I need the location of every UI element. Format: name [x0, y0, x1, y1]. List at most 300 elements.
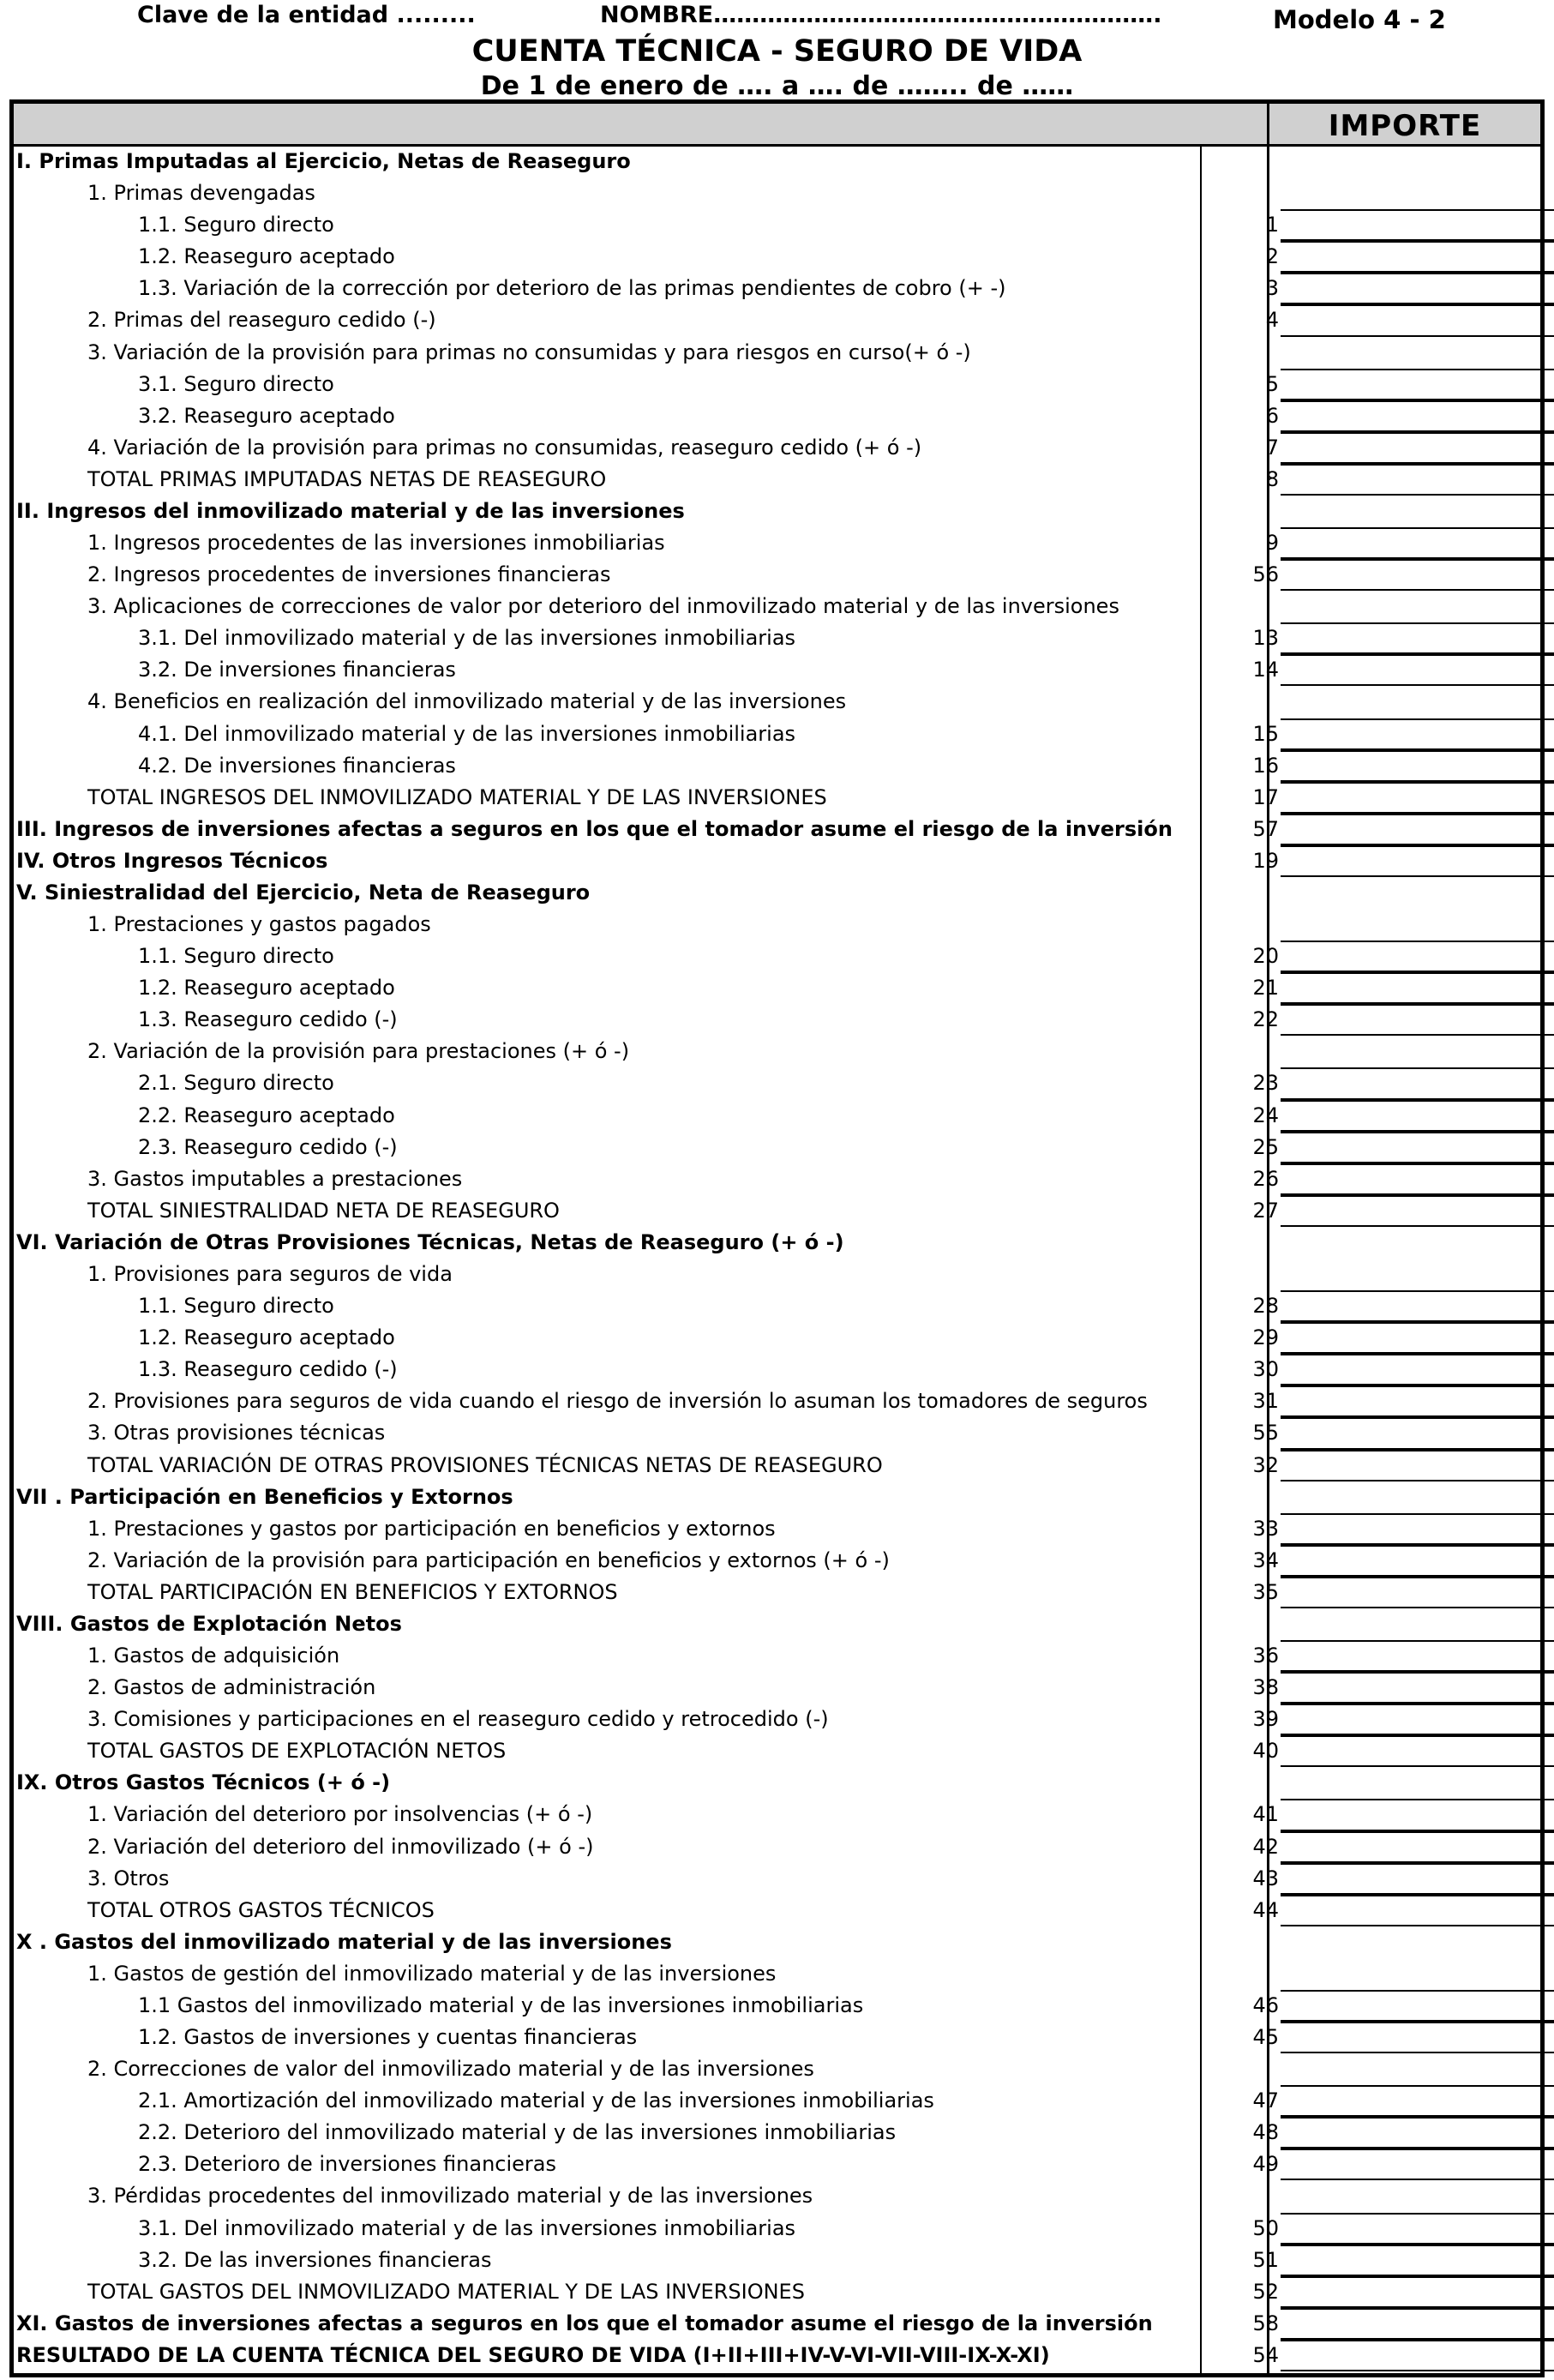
row-code-value: 4: [1265, 308, 1279, 333]
row-code-value: 51: [1252, 2247, 1279, 2272]
row-label: 3. Pérdidas procedentes del inmovilizado material y de las inversiones: [87, 2184, 813, 2209]
table-row: [14, 1385, 1540, 1417]
total-row: [14, 782, 1540, 814]
row-label: I. Primas Imputadas al Ejercicio, Netas de Reaseguro: [16, 149, 631, 173]
importe-input-cell[interactable]: [1281, 814, 1554, 845]
table-row: [14, 2053, 1540, 2085]
row-label: 3.1. Del inmovilizado material y de las inversiones inmobiliarias: [138, 626, 796, 651]
row-code: [1200, 1354, 1279, 1385]
row-label: 3. Otras provisiones técnicas: [87, 1421, 386, 1445]
row-code-value: 24: [1252, 1103, 1279, 1127]
table-row: [14, 273, 1540, 304]
total-row: [14, 1195, 1540, 1227]
model-number: Modelo 4 - 2: [1273, 5, 1446, 34]
row-code: [1200, 2340, 1279, 2371]
row-code: [1200, 400, 1279, 432]
row-code-value: 16: [1252, 753, 1279, 778]
section-row: [14, 1926, 1540, 1958]
row-label: 2.1. Amortización del inmovilizado material y de las inversiones inmobiliarias: [138, 2089, 934, 2113]
row-code-value: 45: [1252, 2025, 1279, 2050]
row-label: TOTAL PARTICIPACIÓN EN BENEFICIOS Y EXTORNOS: [87, 1579, 618, 1604]
table-row: [14, 209, 1540, 241]
table-row: [14, 2117, 1540, 2149]
section-row: [14, 1481, 1540, 1513]
row-code: [1200, 1067, 1279, 1099]
row-code: [1200, 1640, 1279, 1672]
table-row: [14, 1640, 1540, 1672]
row-code-value: 19: [1252, 848, 1279, 873]
row-code: [1200, 2053, 1279, 2085]
table-row: [14, 909, 1540, 941]
table-row: [14, 1417, 1540, 1449]
row-code: [1200, 337, 1279, 369]
row-label: 1. Variación del deterioro por insolvencias (+ ó -): [87, 1802, 593, 1827]
row-code-value: 47: [1252, 2089, 1279, 2113]
table-row: [14, 432, 1540, 464]
row-label: 2. Correcciones de valor del inmovilizado material y de las inversiones: [87, 2057, 814, 2082]
importe-input-cell[interactable]: [1281, 2340, 1554, 2371]
row-label: 2. Provisiones para seguros de vida cuando el riesgo de inversión lo asuman los tomadores de seguros: [87, 1389, 1148, 1414]
row-code: [1200, 1450, 1279, 1481]
row-code: [1200, 654, 1279, 686]
total-row: [14, 1895, 1540, 1926]
row-label: 1.1. Seguro directo: [138, 944, 334, 969]
row-code-value: 3: [1265, 276, 1279, 301]
section-row: [14, 877, 1540, 909]
table-row: [14, 2022, 1540, 2053]
total-row: [14, 464, 1540, 496]
row-code-value: 27: [1252, 1198, 1279, 1223]
table-row: [14, 941, 1540, 972]
row-code-value: 8: [1265, 466, 1279, 491]
row-code: [1200, 1926, 1279, 1958]
row-code: [1200, 2180, 1279, 2212]
table-row: [14, 1004, 1540, 1036]
table-row: [14, 591, 1540, 622]
row-code: [1200, 2117, 1279, 2149]
section-row: [14, 1608, 1540, 1640]
table-row: [14, 241, 1540, 273]
row-label: 3.2. Reaseguro aceptado: [138, 403, 395, 428]
row-code: [1200, 1895, 1279, 1926]
importe-input-cell[interactable]: [1281, 1004, 1554, 1036]
section-row: [14, 496, 1540, 527]
row-code-value: 20: [1252, 944, 1279, 969]
row-label: 3.2. De inversiones financieras: [138, 658, 456, 682]
row-code: [1200, 877, 1279, 909]
table-row: [14, 972, 1540, 1004]
row-code-value: 55: [1252, 1421, 1279, 1445]
row-label: TOTAL INGRESOS DEL INMOVILIZADO MATERIAL Y DE LAS INVERSIONES: [87, 784, 827, 809]
row-code: [1200, 2276, 1279, 2308]
table-row: [14, 654, 1540, 686]
row-label: 2. Primas del reaseguro cedido (-): [87, 308, 436, 333]
row-code-value: 28: [1252, 1294, 1279, 1319]
table-row: [14, 1290, 1540, 1322]
table-row: [14, 1863, 1540, 1895]
row-label: XI. Gastos de inversiones afectas a seguros en los que el tomador asume el riesgo de la inversión: [16, 2311, 1153, 2335]
row-label: 2.1. Seguro directo: [138, 1071, 334, 1096]
table-row: [14, 1958, 1540, 1990]
row-code-value: 9: [1265, 531, 1279, 556]
row-label: 2.3. Reaseguro cedido (-): [138, 1134, 398, 1159]
row-label: VIII. Gastos de Explotación Netos: [16, 1611, 402, 1636]
row-code: [1200, 1036, 1279, 1067]
row-code: [1200, 559, 1279, 591]
section-row: [14, 146, 1540, 177]
importe-input-cell[interactable]: [1281, 1132, 1554, 1163]
importe-input-cell[interactable]: [1281, 2085, 1554, 2117]
importe-input-cell[interactable]: [1281, 1417, 1554, 1449]
importe-input-cell[interactable]: [1281, 2117, 1554, 2149]
importe-input-cell[interactable]: [1281, 369, 1554, 400]
row-code: [1200, 177, 1279, 209]
table-row: [14, 2149, 1540, 2180]
row-code: [1200, 2308, 1279, 2340]
row-label: 3. Variación de la provisión para primas no consumidas y para riesgos en curso(+ ó -): [87, 340, 971, 364]
importe-input-cell[interactable]: [1281, 972, 1554, 1004]
table-row: [14, 1799, 1540, 1830]
row-code: [1200, 2149, 1279, 2180]
importe-input-cell[interactable]: [1281, 718, 1554, 750]
row-label: V. Siniestralidad del Ejercicio, Neta de Reaseguro: [16, 880, 591, 905]
section-row: [14, 845, 1540, 877]
row-code-value: 30: [1252, 1357, 1279, 1382]
row-code: [1200, 622, 1279, 654]
importe-input-cell[interactable]: [1281, 241, 1554, 273]
row-label: 2. Ingresos procedentes de inversiones financieras: [87, 562, 611, 587]
importe-input-cell[interactable]: [1281, 2022, 1554, 2053]
importe-input-cell[interactable]: [1281, 1990, 1554, 2022]
importe-input-cell[interactable]: [1281, 432, 1554, 464]
importe-input-cell[interactable]: [1281, 304, 1554, 336]
row-label: 2. Gastos de administración: [87, 1675, 376, 1700]
entity-key-label: Clave de la entidad .........: [137, 2, 476, 28]
importe-input-cell[interactable]: [1281, 2213, 1554, 2245]
importe-input-cell[interactable]: [1281, 400, 1554, 432]
section-row: [14, 1227, 1540, 1259]
row-code-value: 58: [1252, 2311, 1279, 2335]
importe-input-cell[interactable]: [1281, 750, 1554, 782]
table-row: [14, 527, 1540, 559]
importe-input-cell[interactable]: [1281, 1385, 1554, 1417]
row-code-value: 41: [1252, 1802, 1279, 1827]
row-label: 1.1. Seguro directo: [138, 1294, 334, 1319]
row-code-value: 33: [1252, 1516, 1279, 1541]
table-row: [14, 2245, 1540, 2276]
table-row: [14, 1990, 1540, 2022]
table-row: [14, 2213, 1540, 2245]
row-code: [1200, 909, 1279, 941]
importe-input-cell[interactable]: [1281, 1577, 1554, 1608]
row-code-value: 2: [1265, 244, 1279, 269]
importe-column-header: IMPORTE: [1328, 109, 1482, 143]
row-label: X . Gastos del inmovilizado material y de las inversiones: [16, 1929, 672, 1954]
importe-input-cell[interactable]: [1281, 1545, 1554, 1577]
importe-input-cell[interactable]: [1281, 1067, 1554, 1099]
row-code-value: 56: [1252, 562, 1279, 587]
row-code: [1200, 1290, 1279, 1322]
row-code-value: 40: [1252, 1739, 1279, 1764]
importe-input-cell[interactable]: [1281, 1895, 1554, 1926]
row-code: [1200, 2022, 1279, 2053]
row-code-value: 38: [1252, 1675, 1279, 1700]
table-row: [14, 1354, 1540, 1385]
row-code: [1200, 1322, 1279, 1354]
row-code: [1200, 241, 1279, 273]
row-code-value: 49: [1252, 2152, 1279, 2177]
row-code-value: 31: [1252, 1389, 1279, 1414]
table-row: [14, 369, 1540, 400]
row-label: 2. Variación del deterioro del inmovilizado (+ ó -): [87, 1834, 594, 1859]
row-code: [1200, 464, 1279, 496]
total-row: [14, 1577, 1540, 1608]
row-code: [1200, 496, 1279, 527]
importe-input-cell[interactable]: [1281, 1640, 1554, 1672]
row-label: 1. Gastos de adquisición: [87, 1644, 340, 1668]
importe-input-cell[interactable]: [1281, 1735, 1554, 1767]
row-code: [1200, 814, 1279, 845]
row-label: 1.2. Reaseguro aceptado: [138, 1325, 395, 1350]
row-label: 3.2. De las inversiones financieras: [138, 2247, 492, 2272]
row-code-value: 54: [1252, 2342, 1279, 2367]
row-code: [1200, 2213, 1279, 2245]
total-row: [14, 1735, 1540, 1767]
table-row: [14, 1259, 1540, 1290]
row-label: IV. Otros Ingresos Técnicos: [16, 848, 328, 873]
row-label: 1. Prestaciones y gastos por participación en beneficios y extornos: [87, 1516, 776, 1541]
importe-input-cell[interactable]: [1281, 273, 1554, 304]
row-code: [1200, 527, 1279, 559]
table-row: [14, 1322, 1540, 1354]
row-label: 1. Ingresos procedentes de las inversiones inmobiliarias: [87, 531, 665, 556]
table-row: [14, 1831, 1540, 1863]
row-code-value: 50: [1252, 2215, 1279, 2240]
row-label: 2.2. Deterioro del inmovilizado material y de las inversiones inmobiliarias: [138, 2120, 897, 2145]
table-row: [14, 2085, 1540, 2117]
importe-input-cell[interactable]: [1281, 1704, 1554, 1735]
row-code: [1200, 1704, 1279, 1735]
row-label: II. Ingresos del inmovilizado material y de las inversiones: [16, 498, 685, 523]
row-code: [1200, 432, 1279, 464]
row-label: 4.2. De inversiones financieras: [138, 753, 456, 778]
table-row: [14, 304, 1540, 336]
row-code: [1200, 1481, 1279, 1513]
importe-input-cell[interactable]: [1281, 1322, 1554, 1354]
row-code-value: 25: [1252, 1134, 1279, 1159]
row-code: [1200, 369, 1279, 400]
row-code: [1200, 1990, 1279, 2022]
row-code-value: 52: [1252, 2279, 1279, 2304]
importe-input-cell[interactable]: [1281, 559, 1554, 591]
row-label: 4.1. Del inmovilizado material y de las inversiones inmobiliarias: [138, 721, 796, 746]
row-label: TOTAL PRIMAS IMPUTADAS NETAS DE REASEGURO: [87, 466, 607, 491]
table-row: [14, 622, 1540, 654]
row-label: VII . Participación en Beneficios y Extornos: [16, 1484, 513, 1509]
table-row: [14, 1704, 1540, 1735]
row-code-value: 7: [1265, 435, 1279, 460]
importe-input-cell[interactable]: [1281, 2149, 1554, 2180]
row-label: TOTAL OTROS GASTOS TÉCNICOS: [87, 1897, 435, 1922]
row-code-value: 13: [1252, 626, 1279, 651]
row-code-value: 34: [1252, 1548, 1279, 1572]
row-code-value: 26: [1252, 1166, 1279, 1191]
row-code: [1200, 1863, 1279, 1895]
row-code-value: 5: [1265, 371, 1279, 396]
importe-input-cell[interactable]: [1281, 1799, 1554, 1830]
row-code: [1200, 845, 1279, 877]
row-code: [1200, 304, 1279, 336]
importe-input-cell[interactable]: [1281, 1195, 1554, 1227]
total-row: [14, 1450, 1540, 1481]
importe-input-cell[interactable]: [1281, 2276, 1554, 2308]
row-code-value: 15: [1252, 721, 1279, 746]
table-row: [14, 1067, 1540, 1099]
importe-input-cell[interactable]: [1281, 2245, 1554, 2276]
row-code-value: 21: [1252, 976, 1279, 1001]
row-label: 3.1. Seguro directo: [138, 371, 334, 396]
importe-input-cell[interactable]: [1281, 1354, 1554, 1385]
row-code: [1200, 1195, 1279, 1227]
row-code: [1200, 1385, 1279, 1417]
row-label: 2.3. Deterioro de inversiones financieras: [138, 2152, 556, 2177]
row-code: [1200, 782, 1279, 814]
section-row: [14, 814, 1540, 845]
importe-input-cell[interactable]: [1281, 1513, 1554, 1545]
row-code: [1200, 686, 1279, 718]
row-code-value: 23: [1252, 1071, 1279, 1096]
table-row: [14, 177, 1540, 209]
period-line: De 1 de enero de …. a …. de …….. de ……: [480, 71, 1074, 101]
row-code-value: 35: [1252, 1579, 1279, 1604]
importe-input-cell[interactable]: [1281, 1163, 1554, 1195]
page-title: CUENTA TÉCNICA - SEGURO DE VIDA: [471, 34, 1083, 69]
row-label: VI. Variación de Otras Provisiones Técnicas, Netas de Reaseguro (+ ó -): [16, 1229, 844, 1254]
row-code-value: 43: [1252, 1866, 1279, 1890]
row-code: [1200, 1958, 1279, 1990]
row-label: TOTAL SINIESTRALIDAD NETA DE REASEGURO: [87, 1198, 560, 1223]
row-code: [1200, 1735, 1279, 1767]
row-label: 3. Aplicaciones de correcciones de valor por deterioro del inmovilizado material y de las inversiones: [87, 594, 1119, 619]
row-label: 1.3. Reaseguro cedido (-): [138, 1007, 398, 1032]
section-row: [14, 2340, 1540, 2371]
importe-input-cell[interactable]: [1281, 845, 1554, 877]
row-label: 1.1. Seguro directo: [138, 213, 334, 237]
importe-input-cell[interactable]: [1281, 782, 1554, 814]
table-row: [14, 1513, 1540, 1545]
row-label: 1.1 Gastos del inmovilizado material y de las inversiones inmobiliarias: [138, 1992, 864, 2017]
row-code: [1200, 1767, 1279, 1799]
importe-input-cell[interactable]: [1281, 527, 1554, 559]
entity-name-label: NOMBRE………………………………………………….: [600, 2, 1162, 28]
row-label: 3. Otros: [87, 1866, 170, 1890]
row-label: 1. Gastos de gestión del inmovilizado material y de las inversiones: [87, 1961, 777, 1986]
row-label: 1.2. Gastos de inversiones y cuentas financieras: [138, 2025, 638, 2050]
row-label: 1.3. Variación de la corrección por deterioro de las primas pendientes de cobro (+ -): [138, 276, 1006, 301]
row-label: 2.2. Reaseguro aceptado: [138, 1103, 395, 1127]
row-label: 2. Variación de la provisión para prestaciones (+ ó -): [87, 1039, 630, 1064]
row-code: [1200, 1100, 1279, 1132]
row-code: [1200, 718, 1279, 750]
row-code: [1200, 1672, 1279, 1704]
row-code: [1200, 1227, 1279, 1259]
row-code: [1200, 1132, 1279, 1163]
importe-input-cell[interactable]: [1281, 1863, 1554, 1895]
importe-input-cell[interactable]: [1281, 464, 1554, 496]
row-code: [1200, 1259, 1279, 1290]
total-row: [14, 2276, 1540, 2308]
row-code-value: 42: [1252, 1834, 1279, 1859]
row-code: [1200, 1417, 1279, 1449]
importe-input-cell[interactable]: [1281, 1450, 1554, 1481]
row-code-value: 14: [1252, 658, 1279, 682]
row-code: [1200, 941, 1279, 972]
row-code-value: 32: [1252, 1452, 1279, 1477]
row-code: [1200, 1577, 1279, 1608]
table-row: [14, 1163, 1540, 1195]
row-code: [1200, 1608, 1279, 1640]
row-code: [1200, 273, 1279, 304]
importe-input-cell[interactable]: [1281, 622, 1554, 654]
table-row: [14, 1132, 1540, 1163]
row-code-value: 46: [1252, 1992, 1279, 2017]
row-label: TOTAL GASTOS DEL INMOVILIZADO MATERIAL Y DE LAS INVERSIONES: [87, 2279, 805, 2304]
table-row: [14, 1545, 1540, 1577]
row-code: [1200, 972, 1279, 1004]
row-code-value: 36: [1252, 1644, 1279, 1668]
row-label: 3. Gastos imputables a prestaciones: [87, 1166, 463, 1191]
row-label: TOTAL VARIACIÓN DE OTRAS PROVISIONES TÉCNICAS NETAS DE REASEGURO: [87, 1452, 883, 1477]
row-code-value: 17: [1252, 784, 1279, 809]
row-code: [1200, 1545, 1279, 1577]
section-row: [14, 1767, 1540, 1799]
importe-input-cell[interactable]: [1281, 1290, 1554, 1322]
row-label: TOTAL GASTOS DE EXPLOTACIÓN NETOS: [87, 1739, 507, 1764]
table-row: [14, 2180, 1540, 2212]
row-label: 4. Variación de la provisión para primas no consumidas, reaseguro cedido (+ ó -): [87, 435, 922, 460]
importe-input-cell[interactable]: [1281, 1672, 1554, 1704]
row-code-value: 29: [1252, 1325, 1279, 1350]
row-label: 1. Prestaciones y gastos pagados: [87, 912, 431, 937]
table-row: [14, 1100, 1540, 1132]
row-label: 3.1. Del inmovilizado material y de las inversiones inmobiliarias: [138, 2215, 796, 2240]
row-code: [1200, 209, 1279, 241]
table-row: [14, 1036, 1540, 1067]
importe-input-cell[interactable]: [1281, 1100, 1554, 1132]
importe-input-cell[interactable]: [1281, 2308, 1554, 2340]
table-row: [14, 718, 1540, 750]
importe-input-cell[interactable]: [1281, 1831, 1554, 1863]
table-row: [14, 686, 1540, 718]
importe-input-cell[interactable]: [1281, 941, 1554, 972]
table-row: [14, 400, 1540, 432]
table-row: [14, 750, 1540, 782]
row-code-value: 57: [1252, 816, 1279, 841]
row-label: 4. Beneficios en realización del inmovilizado material y de las inversiones: [87, 689, 847, 714]
row-code: [1200, 1831, 1279, 1863]
section-row: [14, 2308, 1540, 2340]
importe-input-cell[interactable]: [1281, 209, 1554, 241]
row-label: 1.3. Reaseguro cedido (-): [138, 1357, 398, 1382]
row-code-value: 44: [1252, 1897, 1279, 1922]
row-code-value: 22: [1252, 1007, 1279, 1032]
row-code: [1200, 2245, 1279, 2276]
row-code-value: 6: [1265, 403, 1279, 428]
row-code: [1200, 591, 1279, 622]
row-label: 1.2. Reaseguro aceptado: [138, 244, 395, 269]
table-row: [14, 559, 1540, 591]
importe-input-cell[interactable]: [1281, 654, 1554, 686]
